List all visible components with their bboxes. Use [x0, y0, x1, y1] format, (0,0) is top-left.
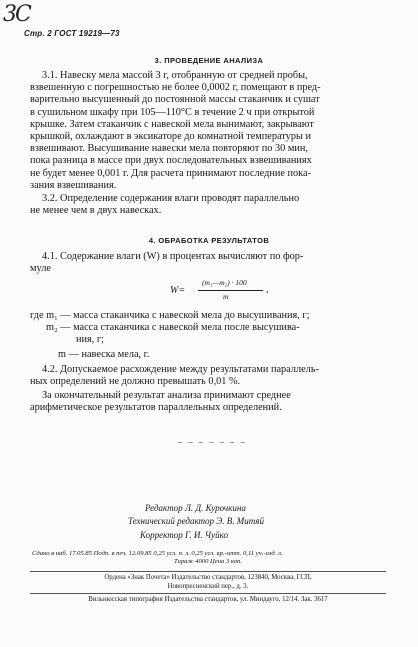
text-line: взвешивают. Высушивание навески мела повторяют по 30 мин, [30, 143, 308, 155]
text-line: 4.1. Содержание влаги (W) в процентах вычисляют по фор- [42, 251, 304, 262]
text-line: арифметическое результатов параллельных определений. [30, 402, 282, 414]
text-line: варительно высушенный до постоянной массы стаканчик и сушат [30, 94, 320, 106]
fraction-bar [198, 290, 263, 291]
imprint-line: Тираж 4000 Цена 3 коп. [174, 558, 242, 566]
definition-lead: m₂ — [46, 322, 71, 333]
bottom-rule [30, 593, 386, 594]
section-divider: — — — — — — — [178, 438, 246, 446]
text-line: 3.2. Определение содержания влаги проводят параллельно [42, 193, 300, 204]
page-header: Стр. 2 ГОСТ 19219—73 [24, 29, 120, 38]
credit-technical-editor: Технический редактор Э. В. Митяй [128, 516, 264, 526]
print-imprint [32, 550, 384, 567]
top-rule [30, 571, 386, 572]
paragraph-3-2 [30, 193, 384, 217]
text-line: ных определений не должно превышать 0,01 %. [30, 376, 241, 388]
text-line: крышкой, охлаждают в эксикаторе до комнатной температуры и [30, 131, 311, 143]
text-line: не будет менее 0,001 г. Для расчета принимают последние пока- [30, 167, 312, 179]
definition-lead: m — [58, 349, 79, 360]
text-line: пока разница в массе при двух последовательных взвешиваниях [30, 155, 312, 167]
text-line: муле [30, 263, 51, 275]
text-line: зания взвешивания. [30, 179, 117, 191]
text-line: За окончательный результат анализа принимают среднее [42, 390, 291, 401]
credit-proofreader: Корректор Г. И. Чуйко [140, 530, 228, 540]
paragraph-4-2 [30, 364, 384, 388]
paragraph-4-3 [30, 390, 384, 414]
text-line: взвешенную с погрешностью не более 0,0002 г, помещают в пред- [30, 82, 321, 94]
moisture-formula [170, 278, 290, 304]
formula-comma: , [266, 284, 269, 295]
definition-text: масса стаканчика с навеской мела после высушива- [73, 322, 300, 333]
text-line: 4.2. Допускаемое расхождение между результатами параллель- [42, 364, 319, 375]
section-3-title: 3. ПРОВЕДЕНИЕ АНАЛИЗА [154, 56, 264, 65]
credit-editor: Редактор Л. Д. Курочкина [145, 503, 246, 513]
text-line: в сушильном шкафу при 105—110°С в течение 2 ч при открытой [30, 106, 315, 118]
publisher-line: Ордена «Знак Почета» Издательство стандартов, 123840, Москва, ГСП, [104, 574, 312, 581]
definition-lead: где m₁ — [30, 310, 71, 321]
imprint-line: Сдано в наб. 17.05.85 Подп. в печ. 12.09.85 0,25 усл. п. л. 0,25 усл. кр.-отт. 0,11 уч.-изд. л. [32, 550, 283, 557]
text-line: крышке. Затем стаканчик с навеской мела вынимают, закрывают [30, 118, 314, 130]
printing-house: Вильнюсская типография Издательства стандартов, ул. Миндауго, 12/14. Зак. 3617 [88, 596, 328, 603]
handwritten-mark: 3C [3, 2, 30, 27]
formula-numerator: (m₁—m₂) · 100 [202, 278, 247, 287]
definition-text: масса стаканчика с навеской мела до высушивания, г; [73, 310, 310, 321]
paragraph-3-1 [30, 70, 384, 192]
text-line: не менее чем в двух навесках. [30, 205, 162, 217]
publisher-line: Новопресненский пер., д. 3. [167, 582, 249, 590]
formula-lhs: W= [170, 285, 186, 296]
definition-text: ния, г; [76, 334, 104, 345]
paragraph-4-1 [30, 251, 384, 275]
publisher-info [30, 574, 386, 591]
formula-denominator: m [223, 292, 229, 301]
text-line: 3.1. Навеску мела массой 3 г, отобранную от средней пробы, [42, 70, 308, 81]
section-4-title: 4. ОБРАБОТКА РЕЗУЛЬТАТОВ [148, 236, 270, 245]
definition-text: навеска мела, г. [81, 349, 150, 360]
